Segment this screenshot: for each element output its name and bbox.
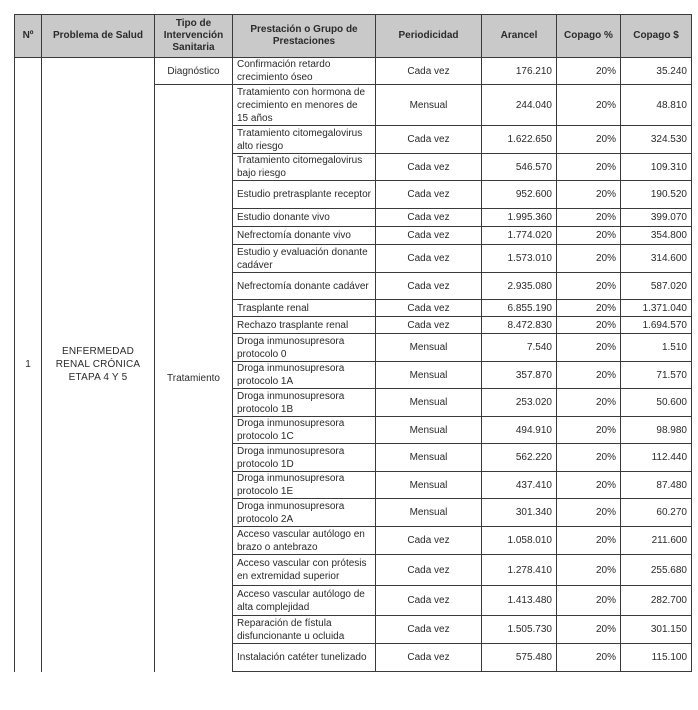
copago-pct-cell: 20% (557, 472, 621, 499)
arancel-cell: 176.210 (482, 58, 557, 85)
periodicidad-cell: Cada vez (376, 154, 482, 181)
copago-pct-cell: 20% (557, 181, 621, 209)
copago-monto-cell: 301.150 (621, 616, 692, 644)
copago-pct-cell: 20% (557, 616, 621, 644)
periodicidad-cell: Cada vez (376, 527, 482, 555)
arancel-cell: 2.935.080 (482, 273, 557, 300)
periodicidad-cell: Cada vez (376, 126, 482, 154)
arancel-cell: 8.472.830 (482, 317, 557, 334)
copago-monto-cell: 60.270 (621, 499, 692, 527)
prestacion-cell: Estudio donante vivo (233, 209, 376, 227)
prestacion-cell: Tratamiento con hormona de crecimiento en menores de 15 años (233, 85, 376, 126)
copago-monto-cell: 354.800 (621, 227, 692, 245)
arancel-cell: 1.995.360 (482, 209, 557, 227)
copago-pct-cell: 20% (557, 499, 621, 527)
header-no: Nº (15, 15, 42, 58)
copago-monto-cell: 587.020 (621, 273, 692, 300)
prestacion-cell: Droga inmunosupresora protocolo 2A (233, 499, 376, 527)
intervention-type-tratamiento: Tratamiento (155, 85, 233, 672)
prestacion-cell: Estudio y evaluación donante cadáver (233, 245, 376, 273)
header-prestacion: Prestación o Grupo de Prestaciones (233, 15, 376, 58)
header-problema: Problema de Salud (42, 15, 155, 58)
prestacion-cell: Droga inmunosupresora protocolo 1A (233, 362, 376, 389)
arancel-cell: 562.220 (482, 444, 557, 472)
periodicidad-cell: Mensual (376, 499, 482, 527)
prestacion-cell: Acceso vascular autólogo en brazo o antebrazo (233, 527, 376, 555)
prestacion-cell: Droga inmunosupresora protocolo 1D (233, 444, 376, 472)
prestacion-cell: Instalación catéter tunelizado (233, 644, 376, 672)
copago-monto-cell: 255.680 (621, 555, 692, 586)
arancel-cell: 244.040 (482, 85, 557, 126)
prestacion-cell: Droga inmunosupresora protocolo 0 (233, 334, 376, 362)
intervention-type-diagnostico: Diagnóstico (155, 58, 233, 85)
copago-monto-cell: 48.810 (621, 85, 692, 126)
periodicidad-cell: Cada vez (376, 300, 482, 317)
health-benefits-table (14, 14, 692, 672)
arancel-cell: 301.340 (482, 499, 557, 527)
periodicidad-cell: Mensual (376, 85, 482, 126)
prestacion-cell: Trasplante renal (233, 300, 376, 317)
copago-monto-cell: 282.700 (621, 586, 692, 616)
arancel-cell: 1.058.010 (482, 527, 557, 555)
arancel-cell: 1.774.020 (482, 227, 557, 245)
arancel-cell: 6.855.190 (482, 300, 557, 317)
copago-pct-cell: 20% (557, 644, 621, 672)
prestacion-cell: Droga inmunosupresora protocolo 1E (233, 472, 376, 499)
periodicidad-cell: Cada vez (376, 317, 482, 334)
copago-monto-cell: 399.070 (621, 209, 692, 227)
copago-monto-cell: 211.600 (621, 527, 692, 555)
periodicidad-cell: Cada vez (376, 616, 482, 644)
copago-pct-cell: 20% (557, 85, 621, 126)
copago-pct-cell: 20% (557, 300, 621, 317)
prestacion-cell: Estudio pretrasplante receptor (233, 181, 376, 209)
copago-pct-cell: 20% (557, 209, 621, 227)
arancel-cell: 1.573.010 (482, 245, 557, 273)
copago-monto-cell: 190.520 (621, 181, 692, 209)
periodicidad-cell: Cada vez (376, 209, 482, 227)
periodicidad-cell: Mensual (376, 362, 482, 389)
copago-pct-cell: 20% (557, 154, 621, 181)
periodicidad-cell: Cada vez (376, 245, 482, 273)
header-copago-pct: Copago % (557, 15, 621, 58)
copago-pct-cell: 20% (557, 444, 621, 472)
arancel-cell: 1.622.650 (482, 126, 557, 154)
periodicidad-cell: Mensual (376, 334, 482, 362)
prestacion-cell: Droga inmunosupresora protocolo 1C (233, 417, 376, 444)
arancel-cell: 253.020 (482, 389, 557, 417)
prestacion-cell: Acceso vascular autólogo de alta complejidad (233, 586, 376, 616)
header-row (15, 15, 692, 58)
copago-pct-cell: 20% (557, 527, 621, 555)
copago-pct-cell: 20% (557, 126, 621, 154)
arancel-cell: 1.278.410 (482, 555, 557, 586)
table-header (15, 15, 692, 58)
copago-monto-cell: 1.510 (621, 334, 692, 362)
copago-monto-cell: 324.530 (621, 126, 692, 154)
copago-monto-cell: 109.310 (621, 154, 692, 181)
prestacion-cell: Tratamiento citomegalovirus bajo riesgo (233, 154, 376, 181)
arancel-cell: 494.910 (482, 417, 557, 444)
arancel-cell: 1.413.480 (482, 586, 557, 616)
prestacion-cell: Confirmación retardo crecimiento óseo (233, 58, 376, 85)
copago-monto-cell: 87.480 (621, 472, 692, 499)
periodicidad-cell: Cada vez (376, 58, 482, 85)
periodicidad-cell: Cada vez (376, 555, 482, 586)
arancel-cell: 575.480 (482, 644, 557, 672)
header-arancel: Arancel (482, 15, 557, 58)
periodicidad-cell: Mensual (376, 389, 482, 417)
copago-pct-cell: 20% (557, 586, 621, 616)
arancel-cell: 437.410 (482, 472, 557, 499)
header-tipo: Tipo de Intervención Sanitaria (155, 15, 233, 58)
problem-name: ENFERMEDAD RENAL CRÓNICA ETAPA 4 Y 5 (42, 58, 155, 672)
header-copago-monto: Copago $ (621, 15, 692, 58)
periodicidad-cell: Cada vez (376, 644, 482, 672)
copago-monto-cell: 112.440 (621, 444, 692, 472)
copago-pct-cell: 20% (557, 334, 621, 362)
periodicidad-cell: Mensual (376, 417, 482, 444)
periodicidad-cell: Cada vez (376, 586, 482, 616)
copago-pct-cell: 20% (557, 555, 621, 586)
copago-pct-cell: 20% (557, 389, 621, 417)
copago-monto-cell: 50.600 (621, 389, 692, 417)
table-row (15, 58, 692, 85)
periodicidad-cell: Mensual (376, 444, 482, 472)
copago-monto-cell: 35.240 (621, 58, 692, 85)
copago-pct-cell: 20% (557, 317, 621, 334)
copago-monto-cell: 1.371.040 (621, 300, 692, 317)
copago-pct-cell: 20% (557, 273, 621, 300)
arancel-cell: 952.600 (482, 181, 557, 209)
copago-monto-cell: 115.100 (621, 644, 692, 672)
copago-monto-cell: 1.694.570 (621, 317, 692, 334)
copago-pct-cell: 20% (557, 58, 621, 85)
copago-pct-cell: 20% (557, 227, 621, 245)
prestacion-cell: Tratamiento citomegalovirus alto riesgo (233, 126, 376, 154)
copago-monto-cell: 71.570 (621, 362, 692, 389)
table-body (15, 58, 692, 672)
periodicidad-cell: Mensual (376, 472, 482, 499)
prestacion-cell: Nefrectomía donante vivo (233, 227, 376, 245)
arancel-cell: 1.505.730 (482, 616, 557, 644)
arancel-cell: 357.870 (482, 362, 557, 389)
copago-monto-cell: 314.600 (621, 245, 692, 273)
copago-monto-cell: 98.980 (621, 417, 692, 444)
copago-pct-cell: 20% (557, 362, 621, 389)
periodicidad-cell: Cada vez (376, 273, 482, 300)
arancel-cell: 546.570 (482, 154, 557, 181)
periodicidad-cell: Cada vez (376, 181, 482, 209)
prestacion-cell: Rechazo trasplante renal (233, 317, 376, 334)
prestacion-cell: Nefrectomía donante cadáver (233, 273, 376, 300)
arancel-cell: 7.540 (482, 334, 557, 362)
copago-pct-cell: 20% (557, 417, 621, 444)
copago-pct-cell: 20% (557, 245, 621, 273)
problem-number: 1 (15, 58, 42, 672)
prestacion-cell: Reparación de fístula disfuncionante u ocluida (233, 616, 376, 644)
periodicidad-cell: Cada vez (376, 227, 482, 245)
prestacion-cell: Droga inmunosupresora protocolo 1B (233, 389, 376, 417)
header-periodicidad: Periodicidad (376, 15, 482, 58)
prestacion-cell: Acceso vascular con prótesis en extremidad superior (233, 555, 376, 586)
